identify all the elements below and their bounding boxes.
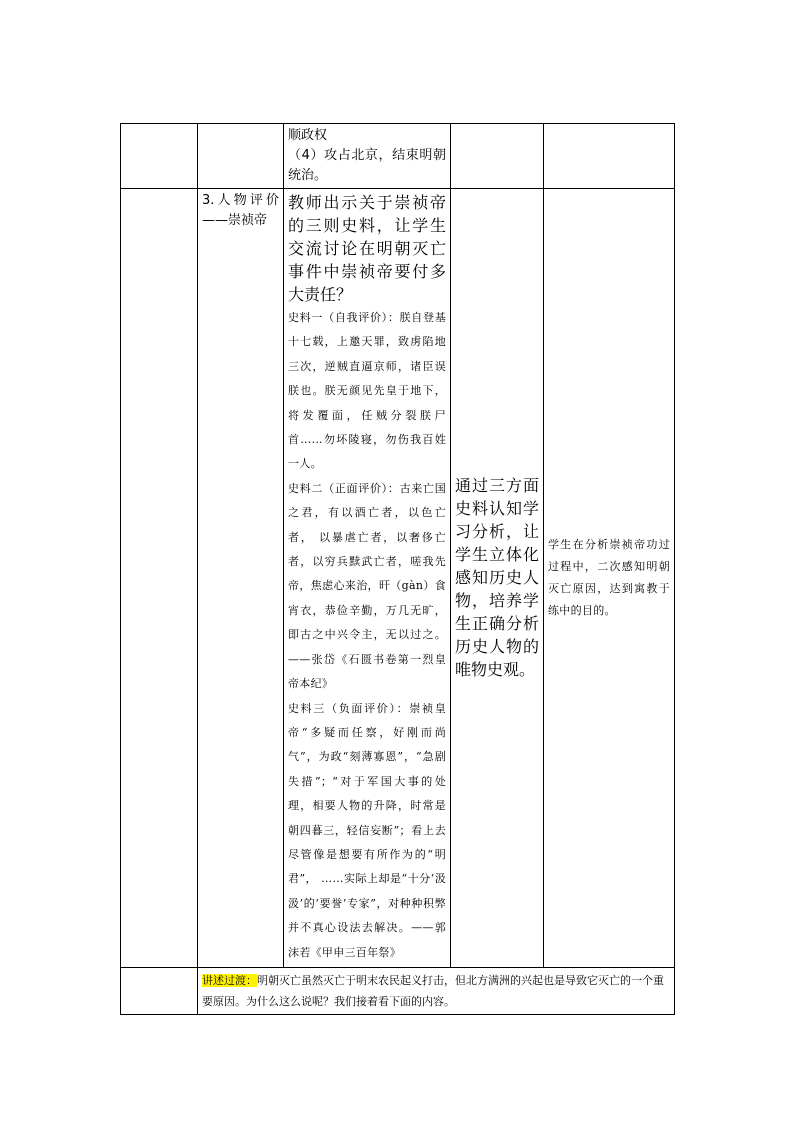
content-line: （4）攻占北京，结束明朝统治。: [288, 148, 446, 183]
note-cell: [544, 124, 675, 189]
purpose-cell: [451, 189, 544, 968]
table-row: [121, 967, 675, 1014]
lesson-plan-table: [120, 123, 675, 1015]
transition-cell: [198, 967, 675, 1014]
transition-text: 明朝灭亡虽然灭亡于明末农民起义打击，但北方满洲的兴起也是导致它灭亡的一个重要原因。为什么这么说呢？我们接着看下面的内容。: [202, 973, 664, 1008]
content-line: 顺政权: [288, 128, 328, 143]
stage-cell: [121, 189, 198, 968]
discussion-question: 教师出示关于崇祯帝的三则史料，让学生交流讨论在明朝灭亡事件中崇祯帝要付多大责任？: [288, 193, 446, 304]
note-cell: [544, 189, 675, 968]
section-cell: [198, 124, 284, 189]
design-purpose: 通过三方面史料认知学习分析，让学生立体化感知历史人物，培养学生正确分析历史人物的唯物史观。: [455, 476, 539, 680]
section-title: 3.人物评价——崇祯帝: [202, 193, 279, 228]
source-one: 史料一（自我评价）：朕自登基十七载，上邀天罪，致虏陷地三次，逆贼直逼京师，诸臣误朕也。朕无颜见先皇于地下，将发覆面，任贼分裂朕尸首……勿坏陵寝，勿伤我百姓一人。: [288, 311, 446, 471]
section-title-cell: [198, 189, 284, 968]
transition-label: 讲述过渡：: [202, 973, 257, 987]
stage-cell: [121, 967, 198, 1014]
source-three: 史料三（负面评价）：崇祯皇帝“多疑而任察，好刚而尚气”，为政“刻薄寡恩”，“急剧失措”；“对于军国大事的处理，相要人物的升降，时常是朝四暮三，轻信妄断”；看上去尽管像是想要有所作为的“明君”， ……实际上却是“十分‘汲汲’的‘要誉’专家”，对种种积弊并不真心设法去解决。——郭沫若《甲申三百年祭》: [288, 701, 446, 959]
purpose-cell: [451, 124, 544, 189]
table-row: [121, 124, 675, 189]
content-cell: [284, 189, 451, 968]
teaching-note: 学生在分析崇祯帝功过过程中，二次感知明朝灭亡原因，达到寓教于练中的目的。: [548, 537, 670, 617]
content-cell: [284, 124, 451, 189]
table-row: [121, 189, 675, 968]
stage-cell: [121, 124, 198, 189]
source-two: 史料二（正面评价）：古来亡国之君，有以酒亡者，以色亡者， 以暴虐亡者，以奢侈亡者，以穷兵黩武亡者，嗟我先帝，焦虑心来治，旰（gàn）食宵衣，恭俭辛勤，万几无旷，即古之中兴令主，无以过之。——张岱《石匮书卷第一烈皇帝本纪》: [288, 481, 446, 691]
